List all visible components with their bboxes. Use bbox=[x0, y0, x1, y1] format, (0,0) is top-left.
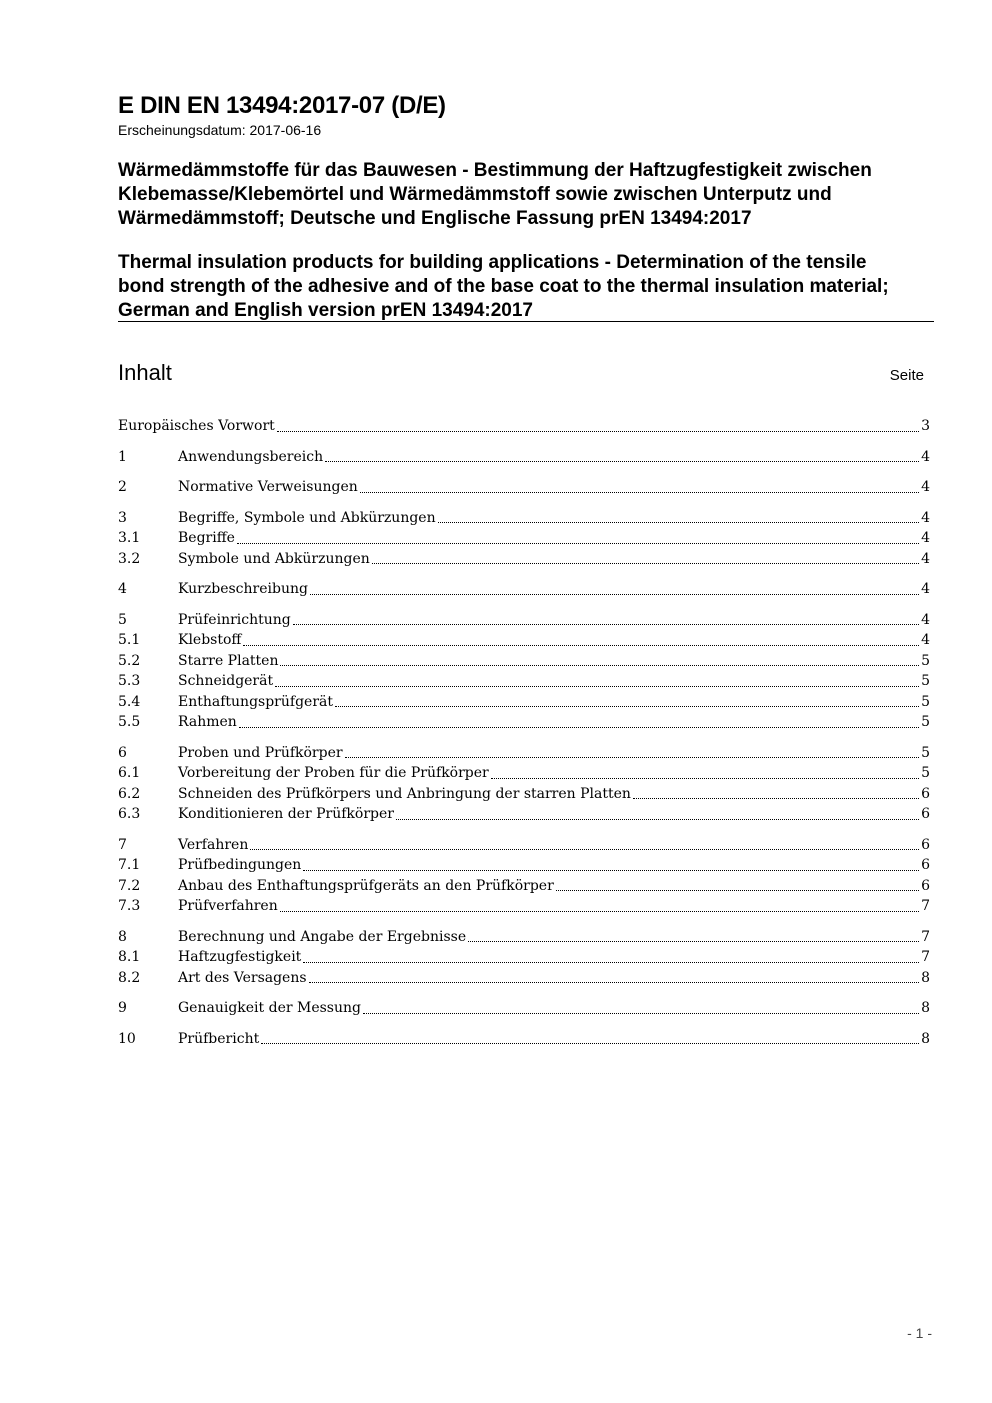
toc-entry-number: 10 bbox=[118, 1030, 136, 1047]
toc-entry[interactable] bbox=[118, 896, 930, 917]
toc-entry-title: Starre Platten bbox=[178, 652, 279, 669]
toc-entry-page: 5 bbox=[921, 765, 930, 781]
toc-entry-number: 7 bbox=[118, 836, 127, 853]
toc-dot-leader bbox=[309, 982, 920, 983]
toc-entry-page: 6 bbox=[921, 836, 930, 853]
toc-entry-page: 4 bbox=[921, 632, 930, 648]
document-id: E DIN EN 13494:2017-07 (D/E) bbox=[118, 92, 446, 119]
toc-entry-number: 5.3 bbox=[118, 673, 141, 689]
toc-entry[interactable] bbox=[118, 968, 930, 989]
toc-entry-page: 7 bbox=[921, 898, 930, 914]
toc-entry[interactable] bbox=[118, 579, 930, 600]
toc-dot-leader bbox=[275, 686, 919, 687]
publication-date: Erscheinungsdatum: 2017-06-16 bbox=[118, 122, 322, 138]
title-german bbox=[118, 159, 948, 231]
toc-entry-title: Prüfeinrichtung bbox=[178, 611, 291, 628]
toc-dot-leader bbox=[239, 727, 919, 728]
toc-dot-leader bbox=[360, 492, 919, 493]
toc-dot-leader bbox=[335, 706, 919, 707]
toc-entry-number: 6 bbox=[118, 744, 127, 761]
toc-entry-page: 4 bbox=[921, 530, 930, 546]
toc-entry[interactable] bbox=[118, 855, 930, 876]
toc-heading: Inhalt bbox=[118, 360, 172, 385]
title-german-line: Wärmedämmstoffe für das Bauwesen - Bestimmung der Haftzugfestigkeit zwischen bbox=[118, 160, 872, 181]
toc-entry[interactable] bbox=[118, 416, 930, 437]
toc-entry-title: Verfahren bbox=[178, 836, 249, 853]
title-divider bbox=[118, 321, 934, 322]
toc-entry[interactable] bbox=[118, 712, 930, 733]
toc-entry[interactable] bbox=[118, 835, 930, 856]
toc-entry-title: Normative Verweisungen bbox=[178, 479, 358, 495]
toc-entry-title: Berechnung und Angabe der Ergebnisse bbox=[178, 928, 467, 945]
toc-entry[interactable] bbox=[118, 671, 930, 692]
title-german-line: Wärmedämmstoff; Deutsche und Englische Fassung prEN 13494:2017 bbox=[118, 208, 752, 229]
toc-entry-number: 6.1 bbox=[118, 765, 141, 781]
toc-entry[interactable] bbox=[118, 784, 930, 805]
toc-entry-page: 4 bbox=[921, 581, 930, 597]
toc-entry-title: Prüfverfahren bbox=[178, 898, 278, 914]
toc-entry-title: Europäisches Vorwort bbox=[118, 418, 275, 434]
toc-entry-title: Prüfbericht bbox=[178, 1030, 260, 1047]
toc-entry[interactable] bbox=[118, 508, 930, 529]
toc-dot-leader bbox=[243, 645, 919, 646]
toc-dot-leader bbox=[280, 911, 919, 912]
toc-entry-title: Begriffe bbox=[178, 530, 235, 546]
toc-entry-number: 5.2 bbox=[118, 652, 141, 669]
toc-entry-page: 4 bbox=[921, 550, 930, 567]
toc-entry[interactable] bbox=[118, 1029, 930, 1050]
toc-page-label: Seite bbox=[889, 367, 924, 384]
title-english-line: bond strength of the adhesive and of the base coat to the thermal insulation material; bbox=[118, 276, 889, 297]
toc-dot-leader bbox=[372, 563, 919, 564]
toc-dot-leader bbox=[237, 543, 919, 544]
toc-entry-title: Schneidgerät bbox=[178, 673, 274, 689]
toc-dot-leader bbox=[280, 665, 919, 666]
toc-entry-number: 5 bbox=[118, 611, 127, 628]
toc-entry-title: Art des Versagens bbox=[178, 969, 307, 986]
toc-entry-number: 4 bbox=[118, 581, 127, 597]
toc-dot-leader bbox=[277, 431, 919, 432]
toc-entry-number: 7.1 bbox=[118, 857, 141, 873]
toc-entry-number: 9 bbox=[118, 1000, 127, 1016]
toc-entry-page: 4 bbox=[921, 611, 930, 628]
toc-entry-page: 5 bbox=[921, 744, 930, 761]
toc-entry[interactable] bbox=[118, 630, 930, 651]
toc-entry-number: 1 bbox=[118, 448, 127, 465]
toc-dot-leader bbox=[261, 1043, 919, 1044]
toc-dot-leader bbox=[363, 1013, 919, 1014]
toc-entry-number: 3 bbox=[118, 509, 127, 526]
toc-entry-title: Haftzugfestigkeit bbox=[178, 949, 302, 965]
toc-dot-leader bbox=[303, 962, 919, 963]
toc-dot-leader bbox=[438, 522, 919, 523]
toc-entry[interactable] bbox=[118, 743, 930, 764]
toc-entry-number: 6.3 bbox=[118, 806, 141, 822]
toc-entry-number: 8 bbox=[118, 928, 127, 945]
toc-entry-page: 3 bbox=[921, 418, 930, 434]
toc-entry-number: 3.2 bbox=[118, 550, 141, 567]
toc-entry-number: 5.1 bbox=[118, 632, 141, 648]
toc-entry[interactable] bbox=[118, 692, 930, 713]
toc-entry[interactable] bbox=[118, 651, 930, 672]
toc-dot-leader bbox=[310, 594, 919, 595]
toc-entry-page: 4 bbox=[921, 448, 930, 465]
toc-entry[interactable] bbox=[118, 610, 930, 631]
toc-entry-number: 5.5 bbox=[118, 714, 141, 730]
toc-entry-page: 8 bbox=[921, 1000, 930, 1016]
toc-entry[interactable] bbox=[118, 528, 930, 549]
toc-dot-leader bbox=[345, 757, 920, 758]
toc-entry-title: Symbole und Abkürzungen bbox=[178, 550, 370, 567]
toc-entry-page: 8 bbox=[921, 969, 930, 986]
toc-dot-leader bbox=[633, 798, 919, 799]
toc-entry-title: Kurzbeschreibung bbox=[178, 581, 308, 597]
toc-entry-page: 6 bbox=[921, 857, 930, 873]
toc-entry-page: 8 bbox=[921, 1030, 930, 1047]
toc-entry-title: Genauigkeit der Messung bbox=[178, 1000, 361, 1016]
toc-entry[interactable] bbox=[118, 947, 930, 968]
toc-dot-leader bbox=[468, 941, 919, 942]
toc-entry-page: 4 bbox=[921, 509, 930, 526]
toc-entry-page: 5 bbox=[921, 714, 930, 730]
toc-dot-leader bbox=[556, 890, 919, 891]
page-number: - 1 - bbox=[907, 1325, 932, 1341]
toc-entry[interactable] bbox=[118, 927, 930, 948]
toc-entry-title: Prüfbedingungen bbox=[178, 857, 302, 873]
toc-entry-page: 5 bbox=[921, 673, 930, 689]
toc-entry-page: 6 bbox=[921, 877, 930, 894]
toc-dot-leader bbox=[250, 849, 919, 850]
toc-entry-page: 6 bbox=[921, 785, 930, 802]
toc-entry-page: 5 bbox=[921, 652, 930, 669]
toc-entry-title: Rahmen bbox=[178, 714, 237, 730]
table-of-contents bbox=[118, 416, 930, 1049]
toc-entry-page: 4 bbox=[921, 479, 930, 495]
toc-entry-title: Klebstoff bbox=[178, 632, 242, 648]
toc-entry-number: 3.1 bbox=[118, 530, 141, 546]
toc-entry[interactable] bbox=[118, 998, 930, 1019]
toc-entry-number: 2 bbox=[118, 479, 127, 495]
toc-entry[interactable] bbox=[118, 477, 930, 498]
toc-entry[interactable] bbox=[118, 763, 930, 784]
toc-entry-title: Proben und Prüfkörper bbox=[178, 744, 343, 761]
toc-entry-number: 7.3 bbox=[118, 898, 141, 914]
toc-dot-leader bbox=[293, 624, 919, 625]
toc-entry-number: 5.4 bbox=[118, 693, 141, 710]
toc-dot-leader bbox=[325, 461, 919, 462]
toc-entry-number: 8.2 bbox=[118, 969, 141, 986]
title-english-line: German and English version prEN 13494:2017 bbox=[118, 300, 534, 321]
toc-entry-title: Konditionieren der Prüfkörper bbox=[178, 806, 394, 822]
toc-entry[interactable] bbox=[118, 876, 930, 897]
toc-entry-title: Anwendungsbereich bbox=[178, 448, 324, 465]
toc-entry-title: Vorbereitung der Proben für die Prüfkörper bbox=[178, 765, 489, 781]
toc-entry[interactable] bbox=[118, 549, 930, 570]
title-english bbox=[118, 251, 948, 323]
toc-entry[interactable] bbox=[118, 447, 930, 468]
toc-dot-leader bbox=[303, 870, 919, 871]
toc-entry-title: Begriffe, Symbole und Abkürzungen bbox=[178, 509, 436, 526]
toc-entry-title: Schneiden des Prüfkörpers und Anbringung der starren Platten bbox=[178, 785, 631, 802]
title-english-line: Thermal insulation products for building applications - Determination of the tensile bbox=[118, 252, 867, 273]
toc-entry-number: 7.2 bbox=[118, 877, 141, 894]
toc-entry-page: 7 bbox=[921, 949, 930, 965]
toc-entry-page: 7 bbox=[921, 928, 930, 945]
toc-entry-title: Anbau des Enthaftungsprüfgeräts an den Prüfkörper bbox=[178, 877, 554, 894]
toc-dot-leader bbox=[491, 778, 919, 779]
toc-entry-number: 6.2 bbox=[118, 785, 141, 802]
toc-dot-leader bbox=[396, 819, 919, 820]
toc-entry-page: 5 bbox=[921, 693, 930, 710]
toc-entry-number: 8.1 bbox=[118, 949, 141, 965]
toc-entry[interactable] bbox=[118, 804, 930, 825]
title-german-line: Klebemasse/Klebemörtel und Wärmedämmstoff sowie zwischen Unterputz und bbox=[118, 184, 832, 205]
toc-entry-page: 6 bbox=[921, 806, 930, 822]
toc-entry-title: Enthaftungsprüfgerät bbox=[178, 693, 333, 710]
